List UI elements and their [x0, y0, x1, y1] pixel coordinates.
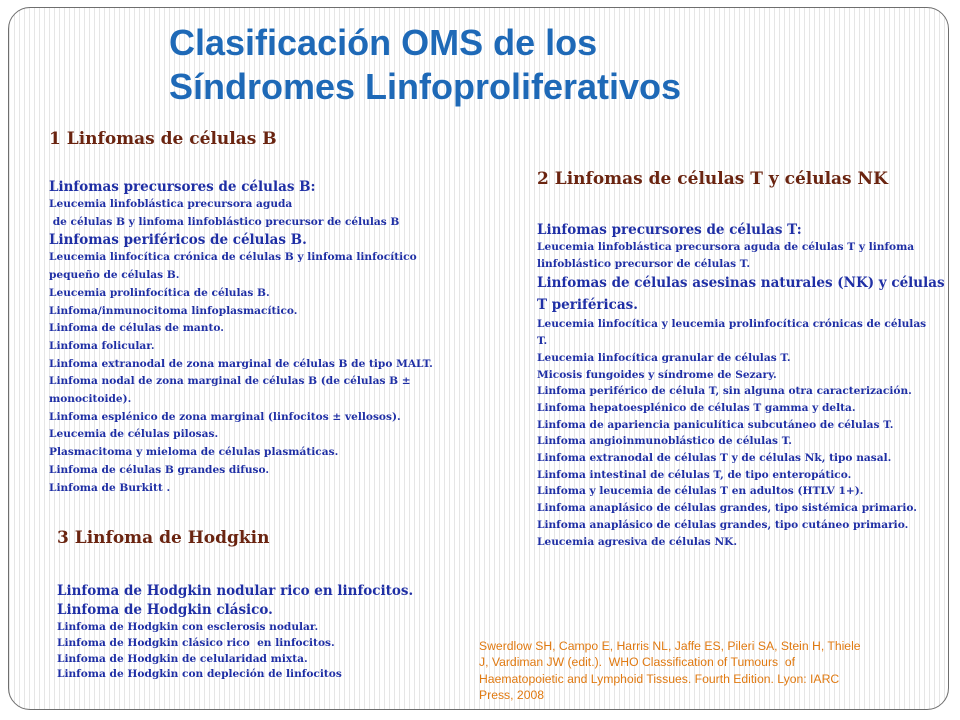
reference-line: Swerdlow SH, Campo E, Harris NL, Jaffe ES, Pileri SA, Stein H, Thiele [479, 639, 861, 653]
list-item: de células B y linfoma linfoblástico precursor de células B [49, 215, 400, 228]
list-item: Leucemia linfoblástica precursora aguda de células T y linfoma [537, 241, 915, 253]
list-item: Linfoma esplénico de zona marginal (linfocitos ± vellosos). [49, 410, 401, 423]
list-item: Linfoma de Burkitt . [49, 481, 171, 494]
list-item: Linfoma extranodal de células T y de células Nk, tipo nasal. [537, 452, 892, 465]
list-item: Leucemia linfocítica crónica de células B y linfoma linfocítico [49, 251, 417, 264]
list-item: Leucemia linfocítica granular de células T. [537, 351, 791, 364]
list-item: Linfoma folicular. [49, 339, 155, 352]
list-item: Leucemia prolinfocítica de células B. [49, 286, 270, 299]
list-item: Linfoma anaplásico de células grandes, tipo cutáneo primario. [537, 518, 909, 531]
list-item: Linfoma de apariencia paniculítica subcutáneo de células T. [537, 418, 894, 431]
list-item: Leucemia linfocítica y leucemia prolinfocítica crónicas de células [537, 318, 927, 331]
list-item: Linfoma extranodal de zona marginal de células B de tipo MALT. [49, 357, 433, 370]
section-hodgkin-list [57, 582, 477, 683]
list-item: Leucemia agresiva de células NK. [537, 535, 738, 548]
title-line-2: Síndromes Linfoproliferativos [169, 66, 682, 107]
section-t-nk-list [537, 221, 947, 550]
subheading-hodgkin-nodular: Linfoma de Hodgkin nodular rico en linfocitos. [57, 583, 414, 599]
list-item: Linfoma de Hodgkin de celularidad mixta. [57, 652, 308, 665]
section-b-cell-heading: 1 Linfomas de células B [49, 129, 277, 149]
list-item: Linfoma y leucemia de células T en adultos (HTLV 1+). [537, 485, 864, 498]
list-item: Leucemia de células pilosas. [49, 428, 219, 441]
subheading-hodgkin-classic: Linfoma de Hodgkin clásico. [57, 602, 273, 618]
page-title [169, 21, 809, 109]
list-item: Linfoma hepatoesplénico de células T gamma y delta. [537, 401, 856, 414]
subheading-b-peripheral: Linfomas periféricos de células B. [49, 232, 307, 249]
list-item: pequeño de células B. [49, 269, 180, 282]
list-item: Linfoma nodal de zona marginal de células B (de células B ± [49, 375, 411, 388]
list-item: Leucemia linfoblástica precursora aguda [49, 198, 293, 210]
subheading-nk-peripheral-line-2: T periféricas. [537, 297, 638, 314]
subheading-nk-peripheral-line-1: Linfomas de células asesinas naturales (NK) y células [537, 275, 945, 292]
list-item: Linfoma de células de manto. [49, 322, 224, 335]
subheading-t-precursor: Linfomas precursores de células T: [537, 222, 802, 238]
title-line-1: Clasificación OMS de los [169, 22, 598, 63]
section-hodgkin-heading: 3 Linfoma de Hodgkin [57, 528, 270, 548]
list-item: Linfoma de células B grandes difuso. [49, 463, 270, 476]
list-item: Linfoma/inmunocitoma linfoplasmacítico. [49, 304, 298, 317]
reference-citation [479, 638, 935, 704]
list-item: T. [537, 335, 548, 348]
reference-line: J, Vardiman JW (edit.). WHO Classification of Tumours of [479, 655, 796, 670]
list-item: Linfoma de Hodgkin con esclerosis nodular. [57, 621, 319, 633]
list-item: Linfoma anaplásico de células grandes, tipo sistémica primario. [537, 502, 917, 515]
section-t-nk-heading: 2 Linfomas de células T y células NK [537, 169, 888, 189]
section-b-cell-list [49, 178, 489, 497]
list-item: monocitoide). [49, 393, 132, 406]
list-item: Linfoma intestinal de células T, de tipo enteropático. [537, 468, 852, 481]
reference-line: Press, 2008 [479, 688, 545, 703]
list-item: Linfoma periférico de célula T, sin alguna otra caracterización. [537, 385, 912, 398]
list-item: Plasmacitoma y mieloma de células plasmáticas. [49, 446, 339, 459]
list-item: Linfoma de Hodgkin con depleción de linfocitos [57, 668, 342, 681]
reference-line: Haematopoietic and Lymphoid Tissues. Fourth Edition. Lyon: IARC [479, 671, 840, 686]
list-item: Micosis fungoides y síndrome de Sezary. [537, 368, 777, 381]
list-item: Linfoma de Hodgkin clásico rico en linfocitos. [57, 636, 335, 649]
slide-frame [8, 7, 949, 710]
list-item: linfoblástico precursor de células T. [537, 257, 751, 270]
list-item: Linfoma angioinmunoblástico de células T. [537, 435, 792, 448]
subheading-b-precursor: Linfomas precursores de células B: [49, 179, 316, 195]
